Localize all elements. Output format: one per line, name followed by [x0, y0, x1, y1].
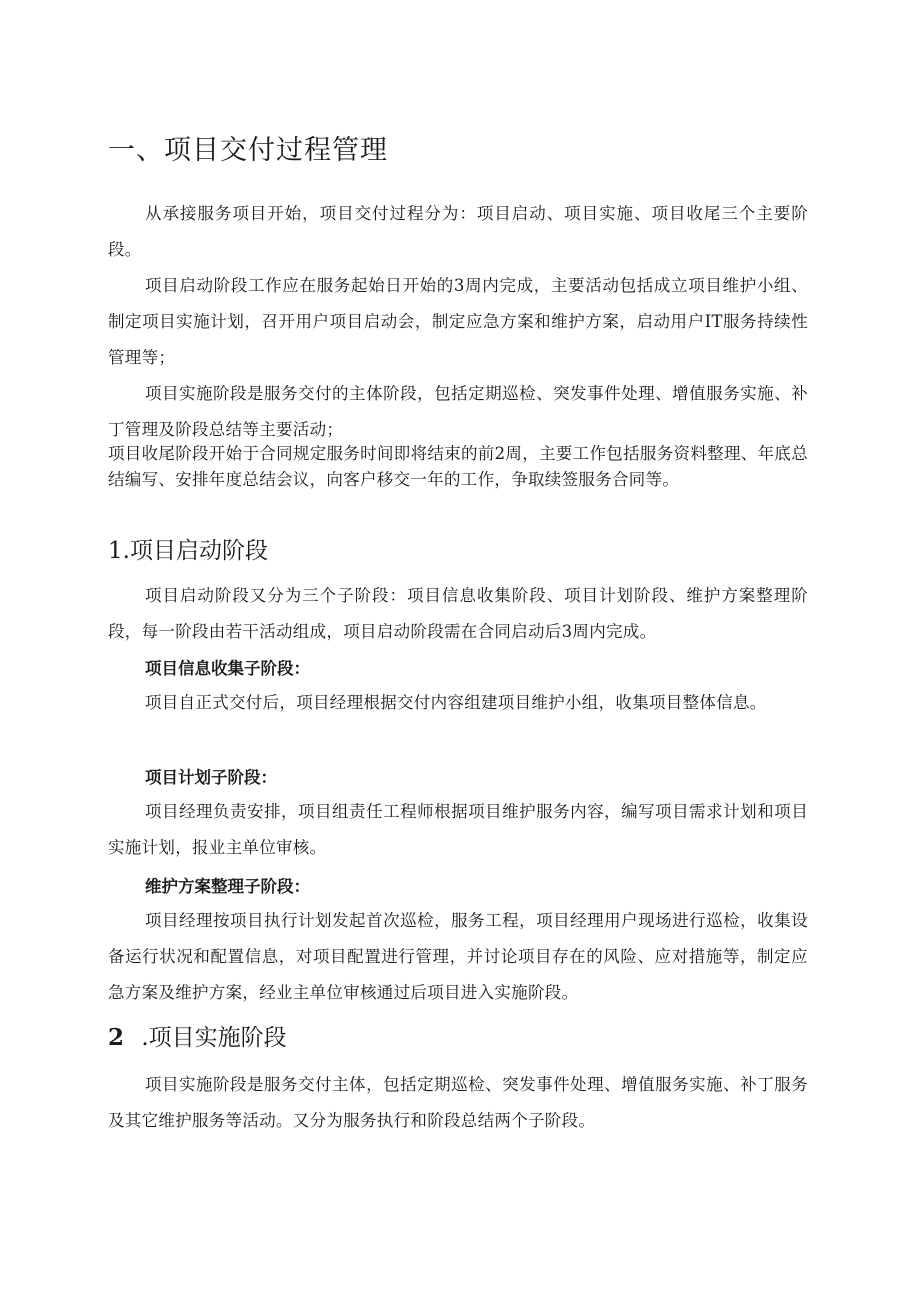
section2-paragraph: 项目实施阶段是服务交付主体，包括定期巡检、突发事件处理、增值服务实施、补丁服务及其它维护服务等活动。又分为服务执行和阶段总结两个子阶段。	[108, 1075, 808, 1130]
section1-paragraph: 项目启动阶段又分为三个子阶段：项目信息收集阶段、项目计划阶段、维护方案整理阶段，每一阶段由若干活动组成，项目启动阶段需在合同启动后3周内完成。	[108, 586, 808, 641]
section1-heading: 1.项目启动阶段	[108, 538, 268, 564]
sub-stage-maintenance-plan-text: 项目经理按项目执行计划发起首次巡检，服务工程，项目经理用户现场进行巡检，收集设备运行状况和配置信息，对项目配置进行管理，并讨论项目存在的风险、应对措施等，制定应急方案及维护方案，经业主单位审核通过后项目进入实施阶段。	[108, 911, 808, 1002]
sub-stage-info-collection-title: 项目信息收集子阶段：	[145, 659, 310, 678]
section2-heading	[108, 1019, 287, 1052]
sub-stage-planning-title: 项目计划子阶段：	[145, 768, 277, 787]
section2-heading-text: .项目实施阶段	[141, 1025, 287, 1051]
intro-paragraph-3: 项目实施阶段是服务交付的主体阶段，包括定期巡检、突发事件处理、增值服务实施、补丁管理及阶段总结等主要活动；	[108, 384, 808, 439]
sub-stage-planning-text: 项目经理负责安排，项目组责任工程师根据项目维护服务内容，编写项目需求计划和项目实施计划，报业主单位审核。	[108, 802, 808, 857]
main-heading: 一、项目交付过程管理	[108, 135, 388, 166]
intro-paragraph-4: 项目收尾阶段开始于合同规定服务时间即将结束的前2周，主要工作包括服务资料整理、年底总结编写、安排年度总结会议，向客户移交一年的工作，争取续签服务合同等。	[108, 444, 808, 489]
sub-stage-maintenance-plan-title: 维护方案整理子阶段：	[145, 877, 310, 896]
intro-paragraph-1: 从承接服务项目开始，项目交付过程分为：项目启动、项目实施、项目收尾三个主要阶段。	[108, 204, 808, 259]
intro-paragraph-2: 项目启动阶段工作应在服务起始日开始的3周内完成，主要活动包括成立项目维护小组、制定项目实施计划，召开用户项目启动会，制定应急方案和维护方案，启动用户IT服务持续性管理等；	[108, 276, 808, 367]
section2-heading-number: 2	[108, 1024, 125, 1051]
sub-stage-info-collection-text: 项目自正式交付后，项目经理根据交付内容组建项目维护小组，收集项目整体信息。	[145, 693, 767, 712]
